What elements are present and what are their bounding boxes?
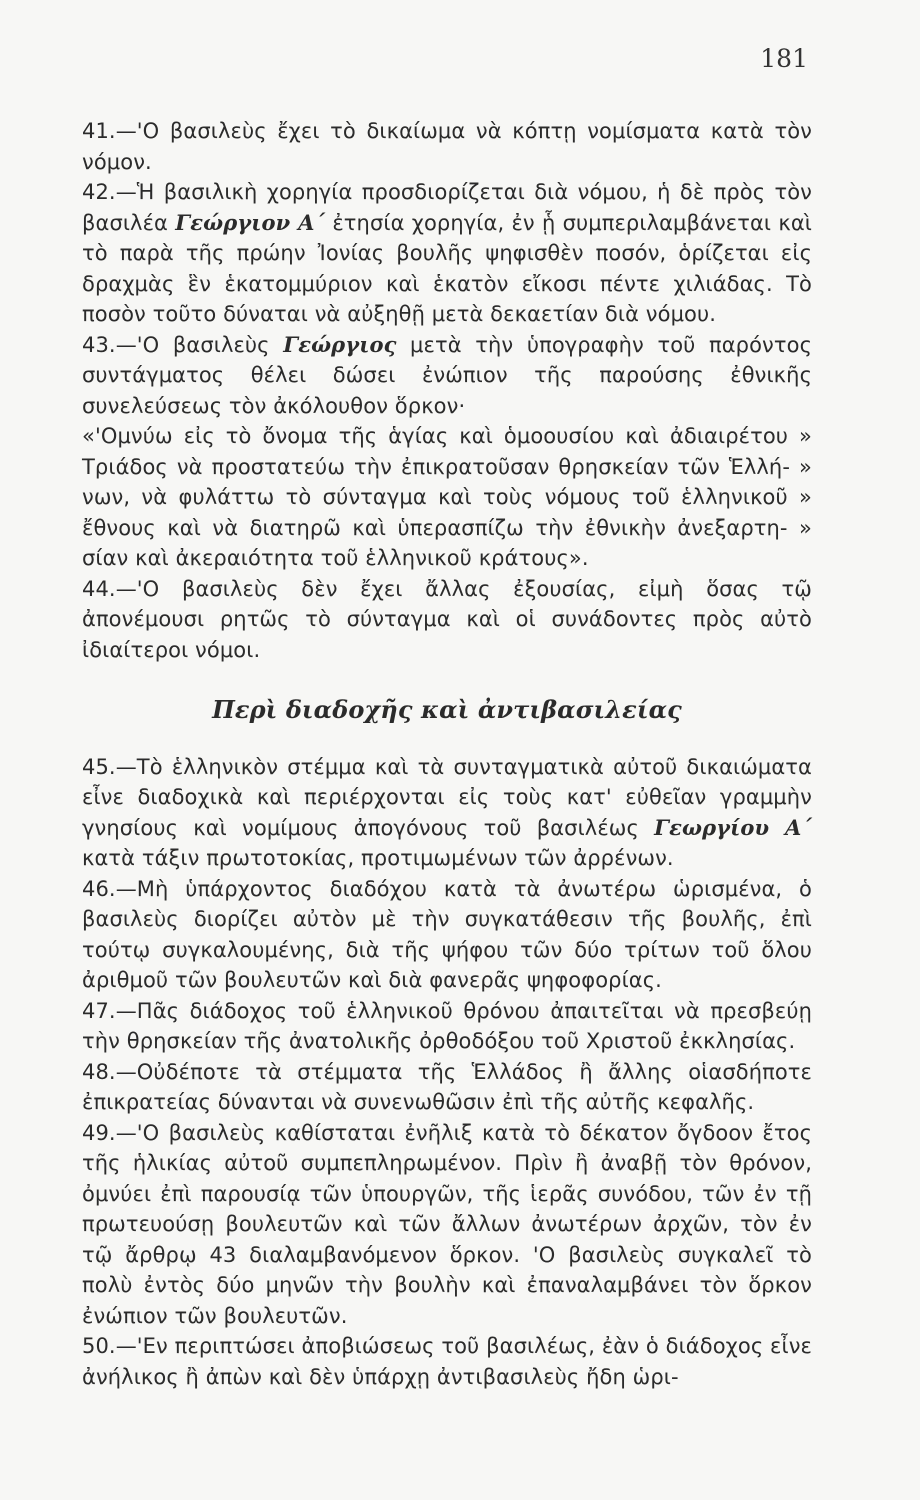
article-43 (82, 330, 812, 422)
article-45-king-name: Γεωργίου Α΄ (654, 814, 812, 840)
article-42 (82, 177, 812, 330)
section-heading: Περὶ διαδοχῆς καὶ ἀντιβασιλείας (212, 695, 682, 724)
article-45-text-b: κατὰ τάξιν πρωτοτοκίας, προτιμωμένων τῶν ἀρρένων. (82, 846, 674, 870)
article-43-text-b: μετὰ τὴν ὑπογραφὴν τοῦ παρόντος συντάγματος θέλει δώσει ἐνώπιον τῆς παρούσης ἐθνικῆς συνελεύσεως τὸν ἀκόλουθον ὅρκον· (82, 332, 812, 418)
article-47: 47.—Πᾶς διάδοχος τοῦ ἑλληνικοῦ θρόνου ἀπαιτεῖται νὰ πρεσβεύῃ τὴν θρησκείαν τῆς ἀνατολικῆς ὀρθοδόξου τοῦ Χριστοῦ ἐκκλησίας. (82, 998, 812, 1053)
oath-text: «'Ομνύω εἰς τὸ ὄνομα τῆς ἁγίας καὶ ὁμοουσίου καὶ ἀδιαιρέτου » Τριάδος νὰ προστατεύω τὴν ἐπικρατοῦσαν θρησκείαν τῶν Ἑλλή- » νων, νὰ φυλάττω τὸ σύνταγμα καὶ τοὺς νόμους τοῦ ἑλληνικοῦ » ἔθνους καὶ νὰ διατηρῶ καὶ ὑπερασπίζω τὴν ἐθνικὴν ἀνεξαρτη- » σίαν καὶ ἀκεραιότητα τοῦ ἑλληνικοῦ κράτους». (82, 424, 812, 570)
article-44: 44.—'Ο βασιλεὺς δὲν ἔχει ἄλλας ἐξουσίας, εἰμὴ ὅσας τῷ ἀπονέμουσι ρητῶς τὸ σύνταγμα καὶ οἱ συνάδοντες πρὸς αὐτὸ ἰδιαίτεροι νόμοι. (82, 576, 812, 662)
article-49: 49.—'Ο βασιλεὺς καθίσταται ἐνῆλιξ κατὰ τὸ δέκατον ὄγδοον ἔτος τῆς ἡλικίας αὐτοῦ συμπεπληρωμένον. Πρὶν ἢ ἀναβῇ τὸν θρόνον, ὀμνύει ἐπὶ παρουσίᾳ τῶν ὑπουργῶν, τῆς ἱερᾶς συνόδου, τῶν ἐν τῇ πρωτευούσῃ βουλευτῶν καὶ τῶν ἄλλων ἀνωτέρων ἀρχῶν, τὸν ἐν τῷ ἄρθρῳ 43 διαλαμβανόμενον ὅρκον. 'Ο βασιλεὺς συγκαλεῖ τὸ πολὺ ἐντὸς δύο μηνῶν τὴν βουλὴν καὶ ἐπαναλαμβάνει τὸν ὅρκον ἐνώπιον τῶν βουλευτῶν. (82, 1120, 812, 1328)
article-41 (82, 116, 812, 177)
article-45-text-a: 45.—Τὸ ἑλληνικὸν στέμμα καὶ τὰ συνταγματικὰ αὐτοῦ δικαιώματα εἶνε διαδοχικὰ καὶ περιέρχονται εἰς τοὺς κατ' εὐθεῖαν γραμμὴν γνησίους καὶ νομίμους ἀπογόνους τοῦ βασιλέως (82, 754, 812, 840)
article-43-king-name: Γεώργιος (283, 331, 397, 357)
article-46: 46.—Μὴ ὑπάρχοντος διαδόχου κατὰ τὰ ἀνωτέρω ὡρισμένα, ὁ βασιλεὺς διορίζει αὐτὸν μὲ τὴν συγκατάθεσιν τῆς βουλῆς, ἐπὶ τούτῳ συγκαλουμένης, διὰ τῆς ψήφου τῶν δύο τρίτων τοῦ ὅλου ἀριθμοῦ τῶν βουλευτῶν καὶ διὰ φανερᾶς ψηφοφορίας. (82, 876, 812, 992)
article-48: 48.—Οὐδέποτε τὰ στέμματα τῆς Ἑλλάδος ἢ ἄλλης οἱασδήποτε ἐπικρατείας δύνανται νὰ συνενωθῶσιν ἐπὶ τῆς αὐτῆς κεφαλῆς. (82, 1059, 812, 1114)
article-42-text-b: ἐτησία χορηγία, ἐν ᾗ συμπεριλαμβάνεται καὶ τὸ παρὰ τῆς πρώην Ἰονίας βουλῆς ψηφισθὲν ποσόν, ὁρίζεται εἰς δραχμὰς ἓν ἑκατομμύριον καὶ ἑκατὸν εἴκοσι πέντε χιλιάδας. Τὸ ποσὸν τοῦτο δύναται νὰ αὐξηθῇ μετὰ δεκαετίαν διὰ νόμου. (82, 210, 812, 326)
article-50: 50.—'Εν περιπτώσει ἀποβιώσεως τοῦ βασιλέως, ἐὰν ὁ διάδοχος εἶνε ἀνήλικος ἢ ἀπὼν καὶ δὲν ὑπάρχῃ ἀντιβασιλεὺς ἤδη ὡρι- (82, 1334, 812, 1389)
article-43-text-a: 43.—'Ο βασιλεὺς (82, 332, 284, 357)
article-41-text: 41.—'Ο βασιλεὺς ἔχει τὸ δικαίωμα νὰ κόπτῃ νομίσματα κατὰ τὸν νόμον. (82, 119, 812, 174)
article-42-king-name: Γεώργιον Α΄ (175, 209, 326, 235)
article-42-text-a: 42.—Ἡ βασιλικὴ χορηγία προσδιορίζεται διὰ νόμου, ἡ δὲ πρὸς τὸν βασιλέα (82, 180, 812, 235)
article-45 (82, 752, 812, 874)
page-body (82, 116, 812, 1392)
page-number: 181 (760, 44, 808, 73)
